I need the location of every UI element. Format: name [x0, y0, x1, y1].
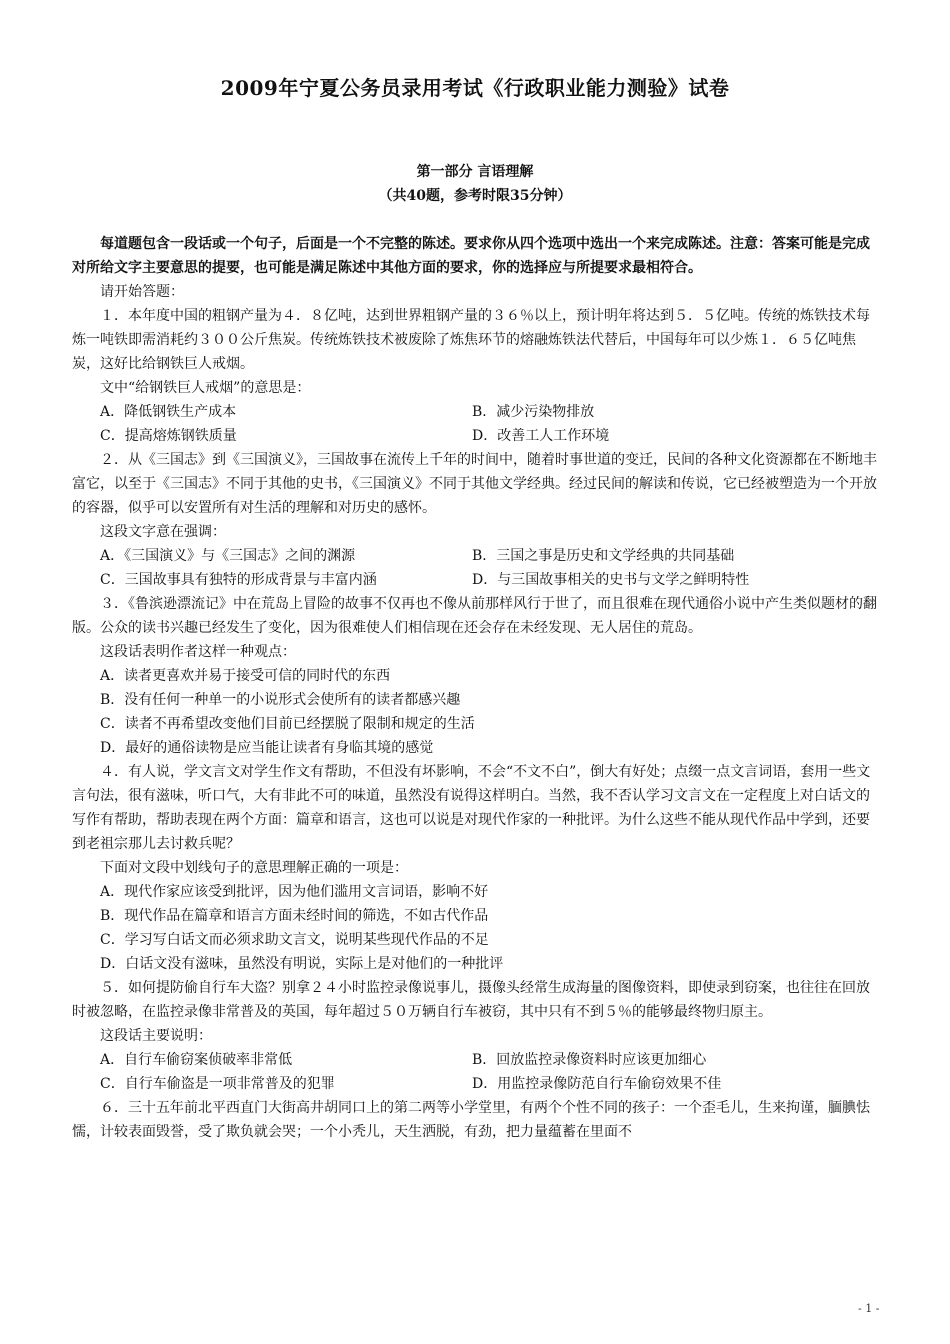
section-subtitle: （共40题，参考时限35分钟） [378, 188, 572, 204]
question-3-option-b: B．没有任何一种单一的小说形式会使所有的读者都感兴趣 [100, 692, 461, 708]
question-5-option-c: C．自行车偷盗是一项非常普及的犯罪 [100, 1076, 335, 1092]
question-3-option-d: D．最好的通俗读物是应当能让读者有身临其境的感觉 [100, 740, 434, 756]
question-1-text: １．本年度中国的粗钢产量为４．８亿吨，达到世界粗钢产量的３６％以上，预计明年将达到５．５亿吨。传统的炼铁技术每炼一吨铁即需消耗约３００公斤焦炭。传统炼铁技术被废除了炼焦环节的熔融炼铁法代替后，中国每年可以少炼１．６５亿吨焦炭，这好比给钢铁巨人戒烟。 [72, 308, 870, 372]
question-5-option-d: D．用监控录像防范自行车偷窃效果不佳 [472, 1076, 722, 1092]
question-2-options-row-1 [72, 544, 882, 568]
question-4-option-a: A．现代作家应该受到批评，因为他们滥用文言词语，影响不好 [100, 884, 489, 900]
question-2-prompt: 这段文字意在强调： [100, 524, 226, 540]
question-2-option-c: C．三国故事具有独特的形成背景与丰富内涵 [100, 572, 377, 588]
question-1-option-d: D．改善工人工作环境 [472, 428, 610, 444]
section-name: 第一部分 言语理解 [416, 164, 534, 180]
exam-title: 2009年宁夏公务员录用考试《行政职业能力测验》试卷 [220, 76, 730, 100]
question-2-option-d: D．与三国故事相关的史书与文学之鲜明特性 [472, 572, 750, 588]
question-1-prompt: 文中“给钢铁巨人戒烟”的意思是： [100, 380, 311, 396]
question-4-option-c: C．学习写白话文而必须求助文言文，说明某些现代作品的不足 [100, 932, 489, 948]
question-6-text: ６．三十五年前北平西直门大街高井胡同口上的第二两等小学堂里，有两个个性不同的孩子：一个歪毛儿，生来拘谨，腼腆怯懦，计较表面毁誉，受了欺负就会哭；一个小秃儿，天生洒脱，有劲，把力量蕴蓄在里面不 [72, 1100, 870, 1140]
question-4-text: ４．有人说，学文言文对学生作文有帮助，不但没有坏影响，不会“不文不白”，倒大有好处；点缀一点文言词语，套用一些文言句法，很有滋味，听口气，大有非此不可的味道，虽然没有说得这样明白。当然，我不否认学习文言文在一定程度上对白话文的写作有帮助，帮助表现在两个方面：篇章和语言，这也可以说是对现代作家的一种批评。为什么这些不能从现代作品中学到，还要到老祖宗那儿去讨救兵呢？ [72, 764, 871, 852]
question-3-option-c: C．读者不再希望改变他们目前已经摆脱了限制和规定的生活 [100, 716, 475, 732]
question-4-option-d: D．白话文没有滋味，虽然没有明说，实际上是对他们的一种批评 [100, 956, 504, 972]
start-prompt: 请开始答题： [100, 284, 184, 300]
question-5-options-row-1 [72, 1048, 882, 1072]
question-2-text: ２．从《三国志》到《三国演义》，三国故事在流传上千年的时间中，随着时事世道的变迁，民间的各种文化资源都在不断地丰富它，以至于《三国志》不同于其他的史书，《三国演义》不同于其他文学经典。经过民间的解读和传说，它已经被塑造为一个开放的容器，似乎可以安置所有对生活的理解和对历史的感怀。 [72, 452, 877, 516]
section-header [0, 160, 950, 208]
question-5-option-a: A．自行车偷窃案侦破率非常低 [100, 1052, 293, 1068]
question-3-text: ３．《鲁滨逊漂流记》中在荒岛上冒险的故事不仅再也不像从前那样风行于世了，而且很难在现代通俗小说中产生类似题材的翻版。公众的读书兴趣已经发生了变化，因为很难使人们相信现在还会存在未经发现、无人居住的荒岛。 [72, 596, 877, 636]
question-5-text: ５．如何提防偷自行车大盗？别拿２４小时监控录像说事儿，摄像头经常生成海量的图像资料，即使录到窃案，也往往在回放时被忽略，在监控录像非常普及的英国，每年超过５０万辆自行车被窃，其中只有不到５％的能够最终物归原主。 [72, 980, 870, 1020]
question-2-option-b: B．三国之事是历史和文学经典的共同基础 [472, 548, 735, 564]
page-number: - 1 - [858, 1302, 880, 1315]
question-4-prompt: 下面对文段中划线句子的意思理解正确的一项是： [100, 860, 408, 876]
question-5-option-b: B．回放监控录像资料时应该更加细心 [472, 1052, 707, 1068]
question-1-option-b: B．减少污染物排放 [472, 404, 595, 420]
question-2-options-row-2 [72, 568, 882, 592]
question-3-option-a: A．读者更喜欢并易于接受可信的同时代的东西 [100, 668, 391, 684]
question-2-option-a: A．《三国演义》与《三国志》之间的渊源 [100, 548, 356, 564]
question-3-prompt: 这段话表明作者这样一种观点： [100, 644, 296, 660]
question-1-option-c: C．提高熔炼钢铁质量 [100, 428, 237, 444]
question-5-options-row-2 [72, 1072, 882, 1096]
question-1-option-a: A．降低钢铁生产成本 [100, 404, 237, 420]
question-1-options-row-1 [72, 400, 882, 424]
question-4-option-b: B．现代作品在篇章和语言方面未经时间的筛选，不如古代作品 [100, 908, 489, 924]
document-body [72, 232, 882, 1144]
instructions: 每道题包含一段话或一个句子，后面是一个不完整的陈述。要求你从四个选项中选出一个来完成陈述。注意：答案可能是完成对所给文字主要意思的提要，也可能是满足陈述中其他方面的要求，你的选择应与所提要求最相符合。 [72, 236, 870, 276]
question-5-prompt: 这段话主要说明： [100, 1028, 212, 1044]
question-1-options-row-2 [72, 424, 882, 448]
